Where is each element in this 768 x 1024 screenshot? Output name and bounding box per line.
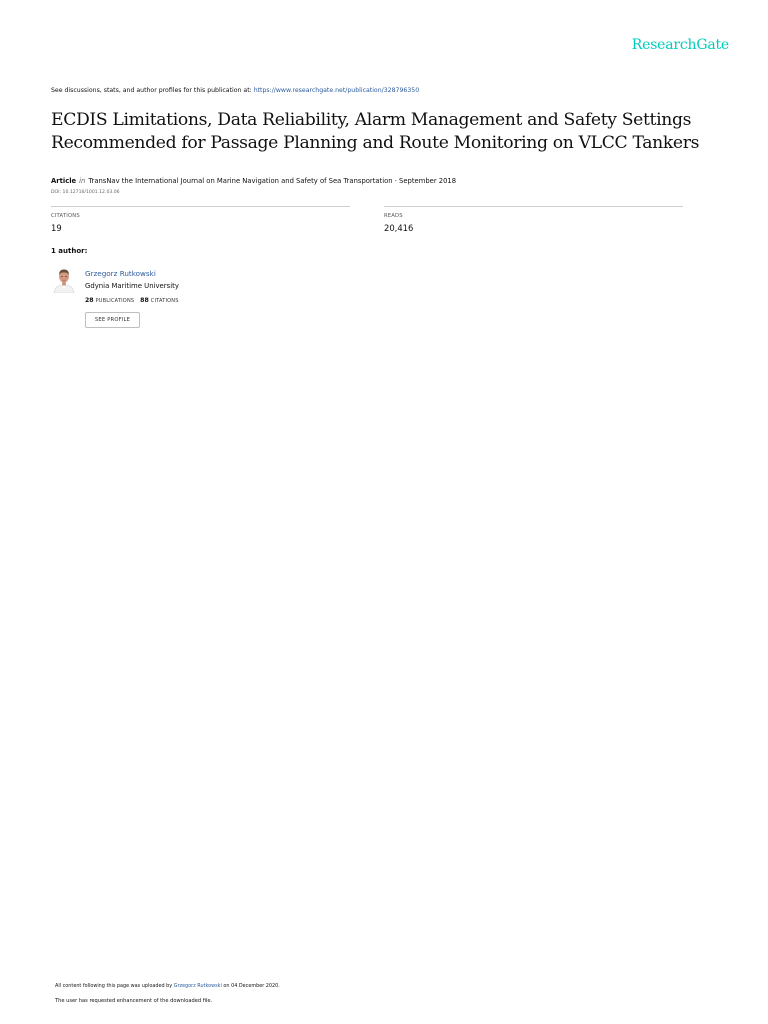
reads-label: READS bbox=[384, 213, 403, 219]
publication-venue[interactable]: TransNav the International Journal on Marine Navigation and Safety of Sea Transportation · September 2018 bbox=[88, 177, 457, 185]
publication-type: Article bbox=[51, 177, 77, 185]
title-line-2: Recommended for Passage Planning and Route Monitoring on VLCC Tankers bbox=[51, 133, 700, 153]
author-citations-label: CITATIONS bbox=[150, 298, 179, 304]
author-affiliation: Gdynia Maritime University bbox=[85, 282, 179, 290]
upload-prefix: All content following this page was uploaded by bbox=[55, 983, 174, 989]
reads-divider bbox=[384, 206, 683, 207]
reads-value: 20,416 bbox=[384, 223, 414, 233]
publication-title bbox=[51, 109, 741, 155]
authors-heading: 1 author: bbox=[51, 247, 88, 255]
uploader-link[interactable]: Grzegorz Rutkowski bbox=[173, 983, 222, 989]
discussion-notice bbox=[51, 87, 419, 94]
upload-suffix: on 04 December 2020. bbox=[221, 983, 280, 989]
citations-divider bbox=[51, 206, 350, 207]
citations-label: CITATIONS bbox=[51, 213, 80, 219]
researchgate-logo[interactable]: ResearchGate bbox=[631, 37, 729, 53]
title-line-1: ECDIS Limitations, Data Reliability, Alarm Management and Safety Settings bbox=[51, 110, 692, 130]
author-counts bbox=[85, 297, 179, 304]
publication-meta bbox=[51, 177, 456, 185]
publications-label: PUBLICATIONS bbox=[95, 298, 135, 304]
citations-value: 19 bbox=[51, 223, 62, 233]
in-label: in bbox=[79, 177, 86, 185]
enhancement-note: The user has requested enhancement of the downloaded file. bbox=[55, 998, 213, 1004]
see-profile-button[interactable]: SEE PROFILE bbox=[85, 312, 140, 328]
publication-link[interactable]: https://www.researchgate.net/publication/328796350 bbox=[253, 87, 420, 94]
author-avatar[interactable] bbox=[53, 267, 75, 293]
author-name-link[interactable]: Grzegorz Rutkowski bbox=[85, 269, 156, 278]
author-citations-count: 88 bbox=[140, 297, 149, 304]
publications-count: 28 bbox=[85, 297, 94, 304]
upload-notice bbox=[55, 983, 280, 989]
author-photo-icon bbox=[53, 267, 75, 293]
publication-doi[interactable]: DOI: 10.12716/1001.12.03.06 bbox=[51, 190, 120, 195]
discussion-text: See discussions, stats, and author profiles for this publication at: bbox=[51, 87, 254, 94]
